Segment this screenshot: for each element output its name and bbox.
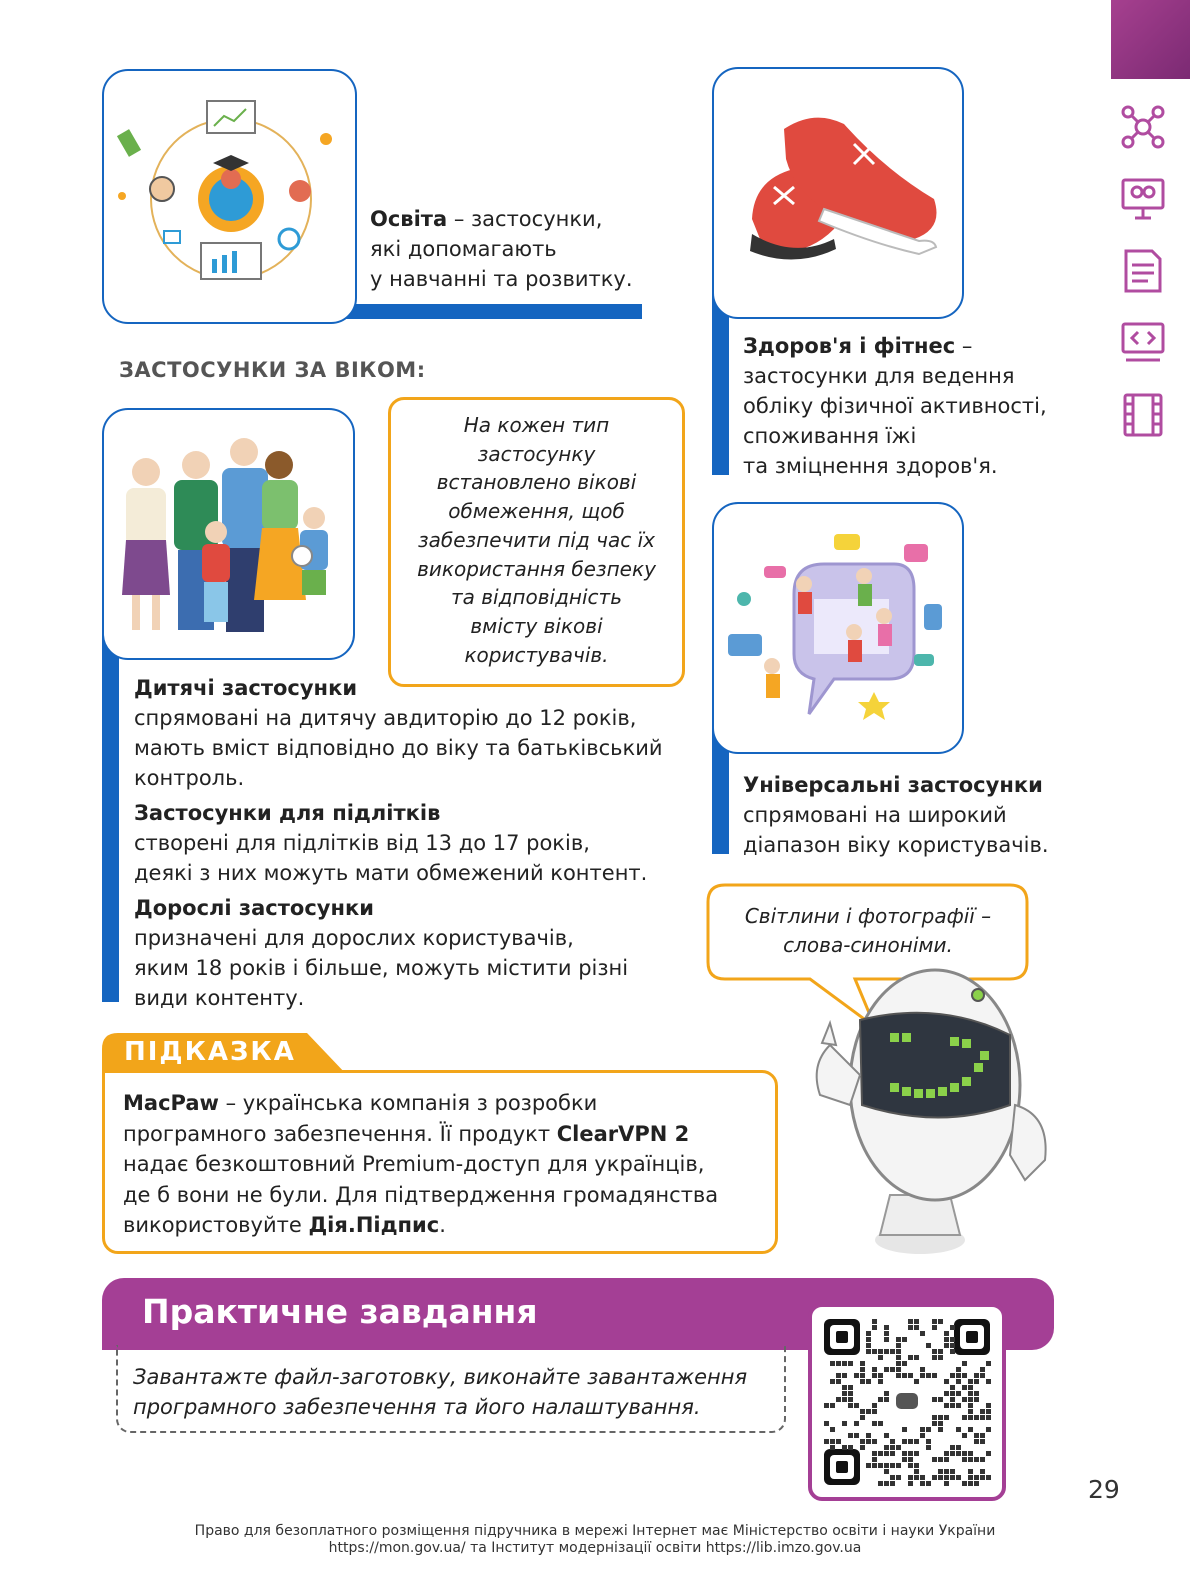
qr-module (842, 1391, 847, 1396)
qr-module (932, 1421, 937, 1426)
qr-module (932, 1397, 937, 1402)
qr-module (848, 1385, 853, 1390)
qr-module (944, 1379, 949, 1384)
adults-title: Дорослі застосунки (134, 896, 374, 920)
qr-module (944, 1343, 949, 1348)
qr-module (878, 1397, 883, 1402)
qr-module (986, 1415, 991, 1420)
qr-module (956, 1373, 961, 1378)
age-note-text: На кожен тип застосунку встановлено вікові обмеження, щоб забезпечити під час їх використання безпеку та відповідність вмісту вікові користувачів. (417, 413, 656, 667)
qr-module (902, 1457, 907, 1462)
qr-module (968, 1385, 973, 1390)
qr-module (848, 1445, 853, 1450)
qr-module (950, 1373, 955, 1378)
qr-module (836, 1361, 841, 1366)
qr-module (902, 1427, 907, 1432)
qr-module (866, 1433, 871, 1438)
qr-module (854, 1403, 859, 1408)
qr-module (974, 1415, 979, 1420)
qr-module (824, 1421, 829, 1426)
qr-module (884, 1337, 889, 1342)
qr-module (968, 1481, 973, 1486)
age-categories: Дитячі застосунки спрямовані на дитячу авдиторію до 12 років, мають вміст відповідно до віку та батьківський контроль. Застосунки для підлітків створені для підлітків від 13 до 17 років, деякі з них можуть мати обмежений контент. Дорослі застосунки призначені для дорослих користувачів, яким 18 років і більше, можуть містити різні види контенту. (134, 676, 663, 1010)
qr-module (908, 1439, 913, 1444)
qr-module (872, 1451, 877, 1456)
universal-text: Універсальні застосунки спрямовані на широкий діапазон віку користувачів. (743, 773, 1049, 857)
qr-module (914, 1319, 919, 1324)
qr-module (968, 1469, 973, 1474)
qr-module (878, 1421, 883, 1426)
qr-module (860, 1439, 865, 1444)
practice-text: Завантажте файл-заготовку, виконайте завантаження програмного забезпечення та його налаштування. (133, 1365, 748, 1419)
qr-module (968, 1457, 973, 1462)
qr-module (884, 1397, 889, 1402)
qr-module (872, 1439, 877, 1444)
qr-module (932, 1349, 937, 1354)
qr-module (908, 1373, 913, 1378)
qr-module (860, 1415, 865, 1420)
qr-module (944, 1457, 949, 1462)
qr-module (830, 1361, 835, 1366)
qr-module (896, 1463, 901, 1468)
qr-module (962, 1373, 967, 1378)
qr-module (938, 1319, 943, 1324)
qr-module (932, 1457, 937, 1462)
qr-module (944, 1469, 949, 1474)
qr-module (968, 1397, 973, 1402)
qr-module (884, 1331, 889, 1336)
hint-text: MacPaw – українська компанія з розробки програмного забезпечення. Її продукт ClearVPN 2 надає безкоштовний Premium-доступ для українців, де б вони не були. Для підтвердження громадянства використовуйте Дія.Підпис. (123, 1091, 719, 1237)
qr-module (908, 1481, 913, 1486)
qr-module (914, 1469, 919, 1474)
qr-module (920, 1475, 925, 1480)
universal-title: Універсальні застосунки (743, 773, 1043, 797)
qr-module (980, 1415, 985, 1420)
qr-module (980, 1439, 985, 1444)
qr-module (884, 1481, 889, 1486)
qr-module (890, 1475, 895, 1480)
qr-module (974, 1391, 979, 1396)
hint-box (102, 1070, 778, 1254)
qr-module (974, 1373, 979, 1378)
health-term: Здоров'я і фітнес (743, 334, 956, 358)
qr-module (980, 1469, 985, 1474)
qr-module (836, 1379, 841, 1384)
qr-module (980, 1409, 985, 1414)
qr-module (938, 1469, 943, 1474)
qr-module (866, 1349, 871, 1354)
qr-module (884, 1463, 889, 1468)
qr-module (920, 1433, 925, 1438)
qr-module (830, 1379, 835, 1384)
qr-module (968, 1409, 973, 1414)
qr-module (956, 1451, 961, 1456)
qr-module (908, 1355, 913, 1360)
code-monitor-icon (1120, 320, 1166, 366)
qr-module (926, 1439, 931, 1444)
qr-module (890, 1439, 895, 1444)
qr-module (932, 1325, 937, 1330)
qr-module (950, 1343, 955, 1348)
qr-module (938, 1427, 943, 1432)
age-sidebar (102, 600, 119, 1002)
qr-module (896, 1445, 901, 1450)
qr-module (968, 1415, 973, 1420)
qr-module (842, 1397, 847, 1402)
health-text: Здоров'я і фітнес – застосунки для ведення обліку фізичної активності, споживання їжі та зміцнення здоров'я. (743, 334, 1047, 478)
qr-module (950, 1349, 955, 1354)
qr-module (896, 1349, 901, 1354)
practice-title: Практичне завдання (142, 1292, 538, 1331)
qr-module (884, 1469, 889, 1474)
qr-module (938, 1421, 943, 1426)
qr-module (908, 1457, 913, 1462)
qr-module (956, 1379, 961, 1384)
qr-module (962, 1397, 967, 1402)
qr-module (872, 1325, 877, 1330)
qr-module (908, 1463, 913, 1468)
qr-module (824, 1403, 829, 1408)
qr-module (968, 1403, 973, 1408)
chapter-tab (1111, 0, 1190, 79)
age-heading: ЗАСТОСУНКИ ЗА ВІКОМ: (119, 358, 426, 382)
qr-module (896, 1373, 901, 1378)
qr-module (938, 1355, 943, 1360)
qr-module (836, 1373, 841, 1378)
qr-module (974, 1475, 979, 1480)
qr-module (944, 1391, 949, 1396)
qr-module (914, 1439, 919, 1444)
family-image (102, 408, 355, 660)
qr-module (944, 1475, 949, 1480)
speech-bubble-text: Світлини і фотографії – слова-синоніми. (744, 904, 992, 957)
qr-module (926, 1373, 931, 1378)
qr-module (884, 1325, 889, 1330)
qr-module (974, 1439, 979, 1444)
qr-module (884, 1451, 889, 1456)
qr-module (872, 1463, 877, 1468)
qr-module (968, 1451, 973, 1456)
qr-module (878, 1463, 883, 1468)
qr-module (926, 1427, 931, 1432)
document-icon (1120, 248, 1166, 294)
qr-module (938, 1397, 943, 1402)
network-icon (1120, 104, 1166, 150)
qr-module (836, 1439, 841, 1444)
qr-module (854, 1373, 859, 1378)
qr-module (866, 1343, 871, 1348)
qr-module (914, 1475, 919, 1480)
qr-module (944, 1337, 949, 1342)
qr-module (860, 1445, 865, 1450)
qr-module (968, 1427, 973, 1432)
qr-module (950, 1475, 955, 1480)
qr-module (872, 1367, 877, 1372)
qr-module (956, 1445, 961, 1450)
qr-module (920, 1427, 925, 1432)
qr-module (986, 1361, 991, 1366)
qr-module (878, 1355, 883, 1360)
qr-module (890, 1481, 895, 1486)
qr-module (908, 1475, 913, 1480)
qr-module (878, 1451, 883, 1456)
qr-module (914, 1451, 919, 1456)
qr-module (830, 1427, 835, 1432)
qr-module (938, 1415, 943, 1420)
qr-module (854, 1433, 859, 1438)
hint-label: ПІДКАЗКА (124, 1037, 296, 1067)
qr-module (866, 1379, 871, 1384)
qr-module (866, 1331, 871, 1336)
qr-module (926, 1445, 931, 1450)
qr-module (932, 1319, 937, 1324)
qr-module (896, 1367, 901, 1372)
qr-module (866, 1463, 871, 1468)
qr-module (884, 1349, 889, 1354)
qr-code[interactable] (812, 1307, 1002, 1497)
qr-code-frame[interactable] (808, 1303, 1006, 1501)
qr-module (962, 1481, 967, 1486)
qr-module (956, 1475, 961, 1480)
qr-module (926, 1343, 931, 1348)
qr-module (842, 1385, 847, 1390)
qr-module (920, 1367, 925, 1372)
age-note-box (388, 397, 685, 687)
health-image (712, 67, 964, 319)
qr-module (878, 1373, 883, 1378)
qr-module (872, 1319, 877, 1324)
qr-module (830, 1403, 835, 1408)
qr-module (944, 1331, 949, 1336)
qr-module (848, 1397, 853, 1402)
qr-module (824, 1439, 829, 1444)
qr-module (872, 1403, 877, 1408)
qr-module (938, 1349, 943, 1354)
qr-module (920, 1481, 925, 1486)
qr-module (902, 1451, 907, 1456)
qr-module (836, 1397, 841, 1402)
qr-module (950, 1337, 955, 1342)
qr-module (848, 1433, 853, 1438)
qr-module (902, 1373, 907, 1378)
qr-module (980, 1475, 985, 1480)
qr-module (890, 1451, 895, 1456)
qr-module (908, 1325, 913, 1330)
qr-module (830, 1445, 835, 1450)
kids-title: Дитячі застосунки (134, 676, 358, 700)
qr-module (884, 1445, 889, 1450)
qr-module (986, 1403, 991, 1408)
qr-module (950, 1391, 955, 1396)
qr-module (860, 1379, 865, 1384)
teens-title: Застосунки для підлітків (134, 801, 441, 825)
qr-module (932, 1475, 937, 1480)
qr-module (920, 1331, 925, 1336)
qr-module (890, 1463, 895, 1468)
qr-module (944, 1481, 949, 1486)
qr-module (872, 1409, 877, 1414)
qr-module (914, 1379, 919, 1384)
qr-module (848, 1361, 853, 1366)
qr-module (920, 1373, 925, 1378)
qr-module (890, 1367, 895, 1372)
qr-module (872, 1421, 877, 1426)
qr-module (974, 1379, 979, 1384)
qr-module (848, 1403, 853, 1408)
qr-module (914, 1463, 919, 1468)
qr-module (902, 1361, 907, 1366)
qr-module (866, 1439, 871, 1444)
qr-module (932, 1373, 937, 1378)
qr-module (866, 1337, 871, 1342)
qr-module (962, 1451, 967, 1456)
qr-module (950, 1451, 955, 1456)
qr-module (842, 1373, 847, 1378)
qr-module (830, 1439, 835, 1444)
qr-module (944, 1403, 949, 1408)
qr-module (878, 1481, 883, 1486)
qr-module (902, 1337, 907, 1342)
qr-module (980, 1433, 985, 1438)
education-term: Освіта (370, 207, 448, 231)
film-icon (1120, 392, 1166, 438)
qr-module (950, 1325, 955, 1330)
qr-module (884, 1391, 889, 1396)
footer: Право для безоплатного розміщення підручника в мережі Інтернет має Міністерство освіти і науки України https://mon.gov.ua/ та Інститут модернізації освіти https://lib.imzo.gov.ua (194, 1523, 996, 1556)
qr-module (986, 1379, 991, 1384)
qr-module (938, 1475, 943, 1480)
qr-module (932, 1415, 937, 1420)
qr-module (878, 1349, 883, 1354)
qr-module (872, 1349, 877, 1354)
qr-module (956, 1391, 961, 1396)
qr-module (950, 1385, 955, 1390)
page-number: 29 (1088, 1475, 1120, 1504)
qr-module (854, 1421, 859, 1426)
presentation-icon (1120, 176, 1166, 222)
qr-module (896, 1337, 901, 1342)
qr-module (884, 1433, 889, 1438)
qr-module (962, 1433, 967, 1438)
qr-module (968, 1475, 973, 1480)
qr-module (914, 1325, 919, 1330)
qr-module (980, 1373, 985, 1378)
qr-module (944, 1415, 949, 1420)
qr-module (974, 1433, 979, 1438)
qr-module (986, 1427, 991, 1432)
robot-illustration (800, 965, 1055, 1260)
qr-module (878, 1379, 883, 1384)
qr-module (848, 1391, 853, 1396)
qr-module (926, 1481, 931, 1486)
qr-module (986, 1475, 991, 1480)
qr-module (950, 1469, 955, 1474)
qr-module (866, 1409, 871, 1414)
qr-module (932, 1355, 937, 1360)
qr-module (974, 1397, 979, 1402)
qr-module (944, 1451, 949, 1456)
qr-module (896, 1355, 901, 1360)
qr-module (950, 1445, 955, 1450)
qr-module (980, 1367, 985, 1372)
qr-module (950, 1403, 955, 1408)
qr-module (962, 1457, 967, 1462)
education-text: Освіта – застосунки, які допомагають у навчанні та розвитку. (370, 207, 633, 291)
qr-module (950, 1397, 955, 1402)
qr-module (860, 1361, 865, 1366)
qr-module (974, 1481, 979, 1486)
qr-module (872, 1457, 877, 1462)
qr-module (896, 1343, 901, 1348)
qr-module (860, 1373, 865, 1378)
qr-module (908, 1319, 913, 1324)
qr-module (962, 1415, 967, 1420)
qr-module (890, 1445, 895, 1450)
qr-module (980, 1457, 985, 1462)
qr-module (890, 1349, 895, 1354)
qr-module (956, 1367, 961, 1372)
qr-module (908, 1451, 913, 1456)
qr-module (860, 1409, 865, 1414)
qr-module (968, 1379, 973, 1384)
qr-module (842, 1361, 847, 1366)
qr-module (956, 1427, 961, 1432)
qr-module (884, 1367, 889, 1372)
qr-module (956, 1403, 961, 1408)
qr-module (938, 1457, 943, 1462)
qr-module (986, 1409, 991, 1414)
qr-module (896, 1475, 901, 1480)
qr-module (860, 1367, 865, 1372)
education-image (102, 69, 357, 324)
qr-module (902, 1439, 907, 1444)
qr-module (914, 1355, 919, 1360)
qr-module (842, 1421, 847, 1426)
qr-module (872, 1373, 877, 1378)
qr-module (962, 1385, 967, 1390)
qr-module (962, 1361, 967, 1366)
universal-image (712, 502, 964, 754)
qr-module (968, 1391, 973, 1396)
qr-module (842, 1445, 847, 1450)
qr-module (986, 1451, 991, 1456)
qr-module (974, 1457, 979, 1462)
qr-module (896, 1361, 901, 1366)
